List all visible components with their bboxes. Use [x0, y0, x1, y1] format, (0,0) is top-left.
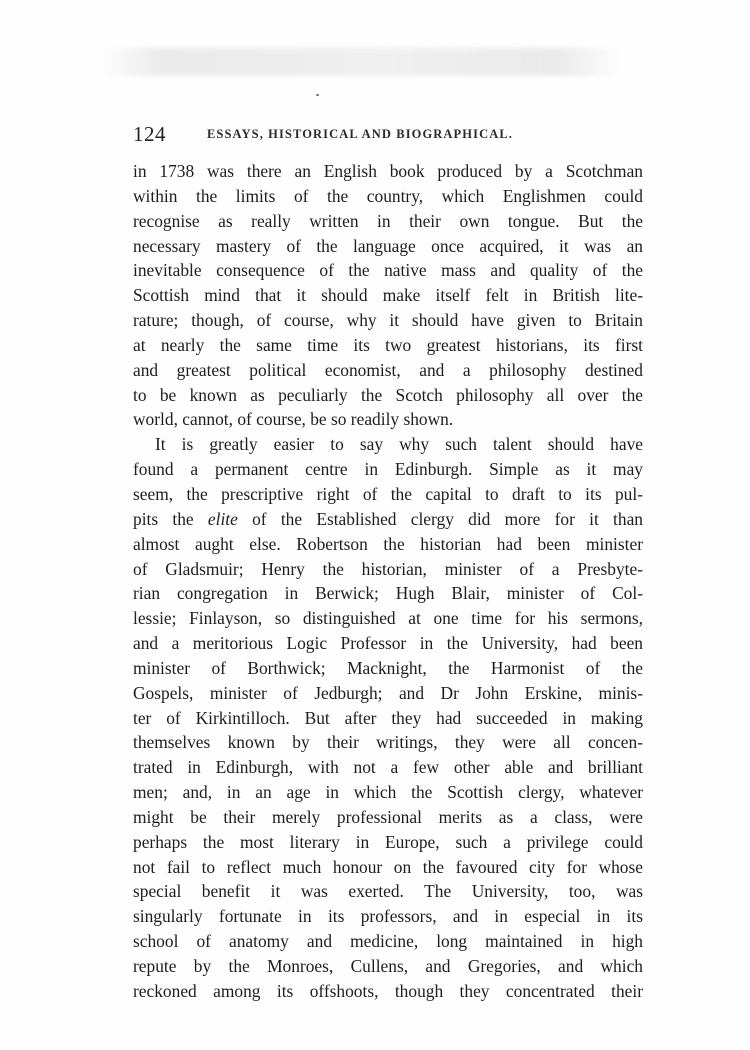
italic-word: elite	[207, 508, 238, 529]
text-line: trated in Edinburgh, with not a few other able and brilliant	[133, 757, 643, 778]
show-through-from-previous-page	[100, 48, 620, 76]
paper-speck	[316, 94, 319, 96]
text-run: pits the	[133, 508, 208, 529]
text-line: singularly fortunate in its professors, and in especial in its	[133, 906, 643, 927]
text-line: Scottish mind that it should make itself felt in British lite-	[133, 285, 643, 306]
paragraph-end-line: world, cannot, of course, be so readily shown.	[133, 409, 454, 430]
text-line: Gospels, minister of Jedburgh; and Dr John Erskine, minis-	[133, 682, 643, 703]
text-line: special benefit it was exerted. The University, too, was	[133, 881, 643, 902]
text-line: ter of Kirkintilloch. But after they had succeeded in making	[133, 707, 643, 728]
text-line: within the limits of the country, which Englishmen could	[133, 185, 643, 206]
text-line: themselves known by their writings, they were all concen-	[133, 732, 643, 753]
text-line: reckoned among its offshoots, though they concentrated their	[133, 980, 643, 1001]
text-line: minister of Borthwick; Macknight, the Harmonist of the	[133, 657, 643, 678]
text-line: lessie; Finlayson, so distinguished at one time for his sermons,	[133, 608, 643, 629]
text-run: of the Established clergy did more for it than	[237, 508, 643, 529]
text-line: of Gladsmuir; Henry the historian, minister of a Presbyte-	[133, 558, 643, 579]
running-title: ESSAYS, HISTORICAL AND BIOGRAPHICAL.	[207, 127, 513, 141]
text-line-with-italic	[133, 507, 643, 532]
text-line: recognise as really written in their own tongue. But the	[133, 210, 643, 231]
text-line: perhaps the most literary in Europe, such a privilege could	[133, 831, 643, 852]
text-line: inevitable consequence of the native mass and quality of the	[133, 260, 643, 281]
text-line: seem, the prescriptive right of the capital to draft to its pul-	[133, 483, 643, 504]
text-line: at nearly the same time its two greatest historians, its first	[133, 334, 643, 355]
text-line: to be known as peculiarly the Scotch philosophy all over the	[133, 384, 643, 405]
text-line: found a permanent centre in Edinburgh. Simple as it may	[133, 459, 643, 480]
text-line: necessary mastery of the language once acquired, it was an	[133, 235, 643, 256]
text-line: in 1738 was there an English book produced by a Scotchman	[133, 161, 643, 181]
text-line: repute by the Monroes, Cullens, and Gregories, and which	[133, 956, 643, 976]
text-line: men; and, in an age in which the Scottish clergy, whatever	[133, 782, 643, 803]
text-line: not fail to reflect much honour on the favoured city for whose	[133, 856, 643, 877]
text-line: almost aught else. Robertson the historian had been minister	[133, 533, 643, 554]
text-line: rature; though, of course, why it should have given to Britain	[133, 310, 643, 331]
page-number: 124	[133, 122, 166, 146]
text-line: school of anatomy and medicine, long maintained in high	[133, 931, 643, 952]
text-line: might be their merely professional merits as a class, were	[133, 806, 643, 827]
text-line: rian congregation in Berwick; Hugh Blair, minister of Col-	[133, 583, 643, 604]
text-line: and greatest political economist, and a philosophy destined	[133, 359, 643, 380]
paragraph-start-line: It is greatly easier to say why such talent should have	[155, 434, 643, 455]
body-text	[133, 159, 643, 1004]
text-line: and a meritorious Logic Professor in the University, had been	[133, 633, 643, 654]
running-head	[133, 122, 638, 150]
